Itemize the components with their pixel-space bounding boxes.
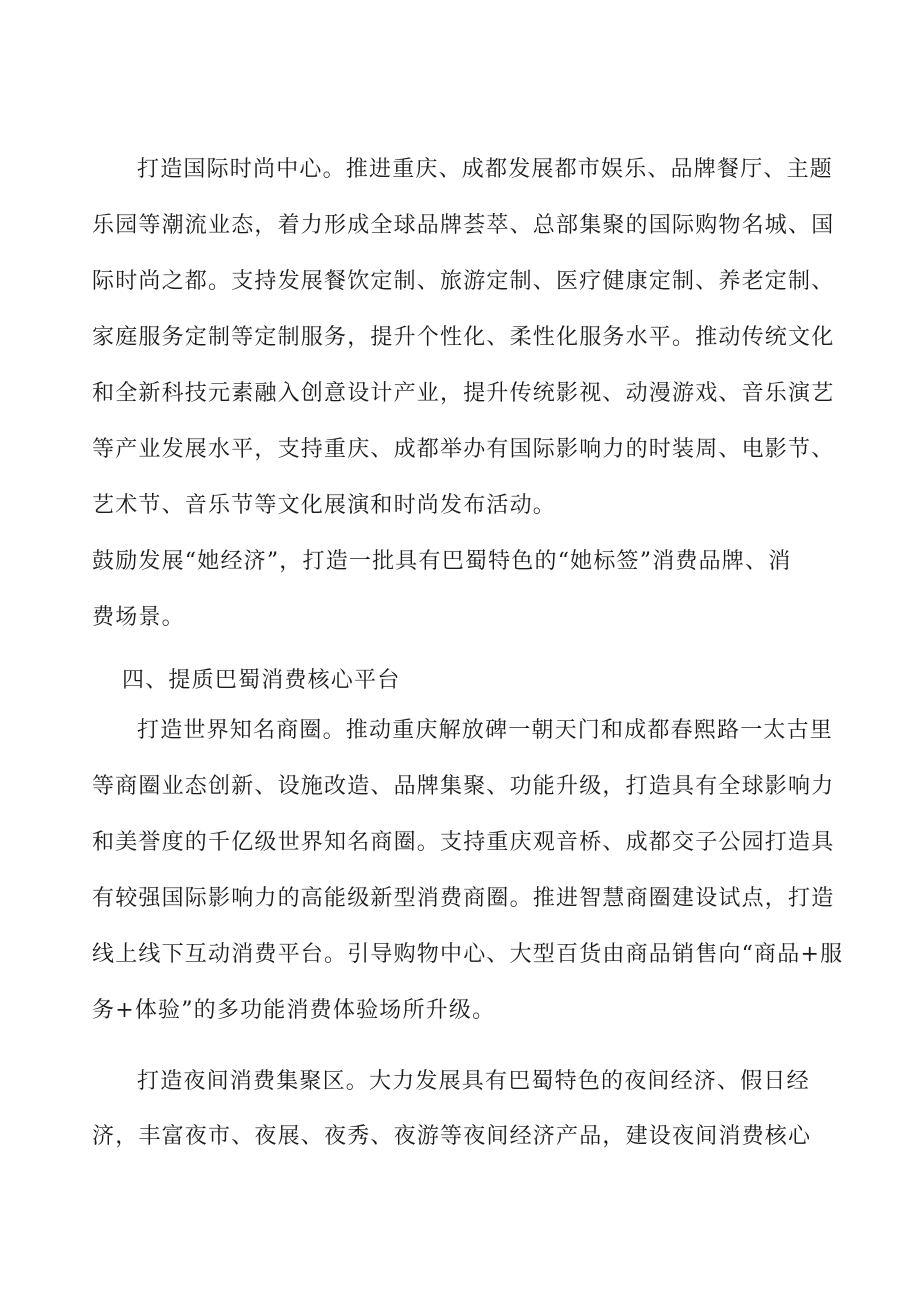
paragraph-3-line-4: 有较强国际影响力的高能级新型消费商圈。推进智慧商圈建设试点，打造 [92, 886, 835, 911]
paragraph-1-line-3: 际时尚之都。支持发展餐饮定制、旅游定制、医疗健康定制、养老定制、 [92, 269, 835, 294]
paragraph-3-line-3: 和美誉度的千亿级世界知名商圈。支持重庆观音桥、成都交子公园打造具 [92, 830, 835, 855]
paragraph-1-line-1: 打造国际时尚中心。推进重庆、成都发展都市娱乐、品牌餐厅、主题 [137, 157, 834, 182]
paragraph-1-line-4: 家庭服务定制等定制服务，提升个性化、柔性化服务水平。推动传统文化 [92, 325, 835, 350]
paragraph-4-line-2: 济，丰富夜市、夜展、夜秀、夜游等夜间经济产品，建设夜间消费核心 [92, 1124, 812, 1149]
paragraph-3-line-2: 等商圈业态创新、设施改造、品牌集聚、功能升级，打造具有全球影响力 [92, 774, 835, 799]
paragraph-3-line-5: 线上线下互动消费平台。引导购物中心、大型百货由商品销售向“商品+服 [92, 942, 844, 967]
paragraph-1-line-6: 等产业发展水平，支持重庆、成都举办有国际影响力的时装周、电影节、 [92, 437, 835, 462]
paragraph-4-line-1: 打造夜间消费集聚区。大力发展具有巴蜀特色的夜间经济、假日经 [137, 1069, 810, 1094]
paragraph-1-line-7: 艺术节、音乐节等文化展演和时尚发布活动。 [92, 493, 557, 518]
paragraph-2-line-2: 费场景。 [92, 605, 185, 630]
section-heading: 四、提质巴蜀消费核心平台 [122, 668, 401, 693]
paragraph-1-line-2: 乐园等潮流业态，着力形成全球品牌荟萃、总部集聚的国际购物名城、国 [92, 213, 835, 238]
paragraph-2-line-1: 鼓励发展“她经济”，打造一批具有巴蜀特色的“她标签”消费品牌、消 [92, 549, 792, 574]
paragraph-3-line-6: 务+体验”的多功能消费体验场所升级。 [92, 998, 496, 1023]
paragraph-3-line-1: 打造世界知名商圈。推动重庆解放碑一朝天门和成都春熙路一太古里 [137, 718, 834, 743]
paragraph-1-line-5: 和全新科技元素融入创意设计产业，提升传统影视、动漫游戏、音乐演艺 [92, 381, 835, 406]
